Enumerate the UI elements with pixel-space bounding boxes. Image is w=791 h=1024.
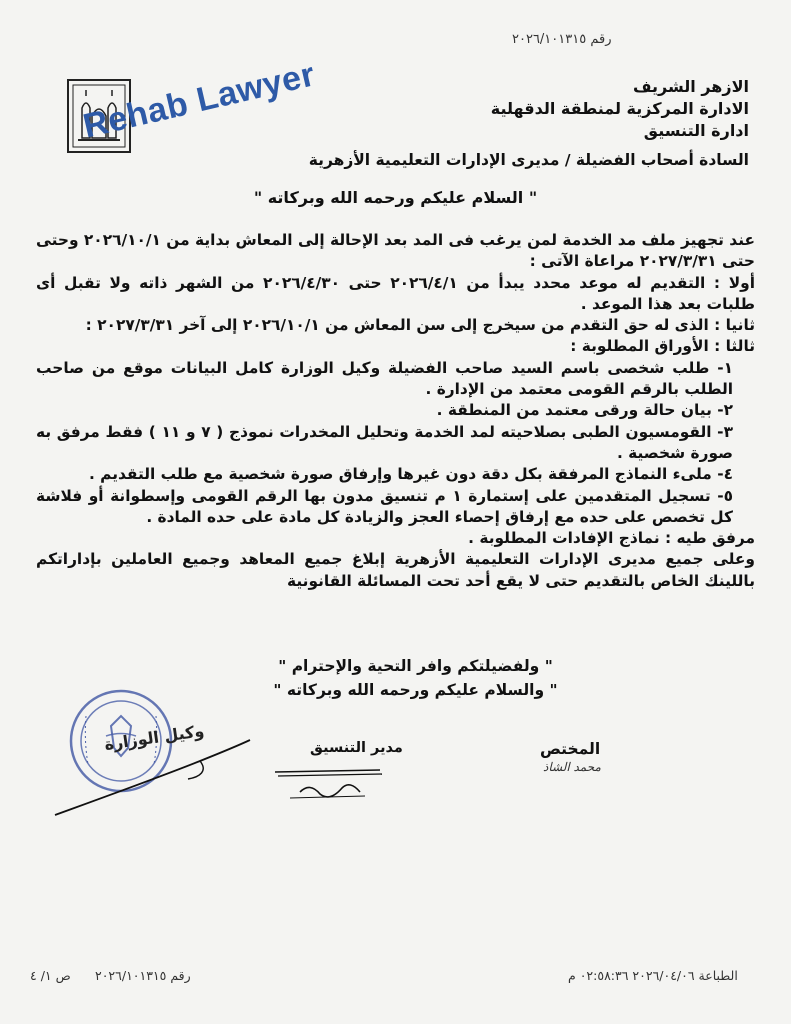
closing-line-1: " ولفضيلتكم وافر التحية والإحترام " [278, 657, 553, 675]
org-line-1: الازهر الشريف [632, 77, 749, 96]
intro-paragraph: عند تجهيز ملف مد الخدمة لمن يرغب فى المد بعد الإحالة إلى المعاش بداية من ٢٠٢٦/١٠/١ وحتى حتى ٢٠٢٧/٣/٣١ مراعاة الآتى : [36, 231, 755, 271]
third-title: ثالثا : الأوراق المطلوبة : [570, 337, 755, 356]
list-item: ٢- بيان حالة ورقى معتمد من المنطقة . [436, 401, 733, 420]
attachment-line: مرفق طيه : نماذج الإفادات المطلوبة . [468, 529, 755, 548]
list-item: ٣- القومسيون الطبى بصلاحيته لمد الخدمة وتحليل المخدرات نموذج ( ٧ و ١١ ) فقط مرفق به صورة شخصية . [36, 422, 733, 462]
signature-sweep-icon [50, 725, 270, 825]
watermark-text: Rehab Lawyer [79, 55, 319, 146]
org-line-2: الادارة المركزية لمنطقة الدقهلية [490, 99, 749, 118]
first-paragraph: أولا : التقديم له موعد محدد يبدأ من ٢٠٢٦/٤/١ حتى ٢٠٢٦/٤/٣٠ من الشهر ذاته ولا تقبل أى طلبات بعد هذا الموعد . [36, 273, 755, 313]
list-item: ١- طلب شخصى باسم السيد صاحب الفضيلة وكيل الوزارة كامل البيانات موقع من صاحب الطلب بالرقم القومى معتمد من الإدارة . [36, 358, 733, 399]
specialist-title: المختص [540, 740, 601, 758]
org-line-3: ادارة التنسيق [643, 121, 749, 140]
instruction-paragraph: وعلى جميع مديرى الإدارات التعليمية الأزهرية إبلاغ جميع المعاهد وجميع العاملين بإداراتكم باللينك الخاص بالتقديم حتى لا يقع أحد تحت المسائلة القانونية [36, 550, 755, 590]
organization-header [491, 76, 749, 142]
second-paragraph: ثانيا : الذى له حق التقدم من سيخرج إلى سن المعاش من ٢٠٢٦/١٠/١ إلى آخر ٢٠٢٧/٣/٣١ : [85, 316, 755, 335]
reference-number: رقم ٢٠٢٦/١٠١٣١٥ [512, 32, 612, 47]
list-item: ٤- ملىء النماذج المرفقة بكل دقة دون غيرها وإرفاق صورة شخصية مع طلب التقديم . [88, 465, 733, 484]
addressee-line: السادة أصحاب الفضيلة / مديرى الإدارات التعليمية الأزهرية [308, 151, 749, 169]
footer-reference: رقم ٢٠٢٦/١٠١٣١٥ [95, 968, 191, 983]
director-title: مدير التنسيق [310, 740, 403, 756]
list-item: ٥- تسجيل المتقدمين على إستمارة ١ م تنسيق مدون بها الرقم القومى وإسطوانة أو فلاشة كل تخصص على حده مع إرفاق إحصاء العجز والزيادة كل مادة على حده المادة . [36, 486, 733, 526]
page-number: ص ١/ ٤ [30, 968, 71, 983]
director-signature-icon [270, 762, 390, 812]
deputy-signature: وكيل الوزارة [103, 721, 206, 754]
letter-body [36, 230, 755, 592]
greeting-line: " السلام عليكم ورحمه الله وبركاته " [253, 188, 538, 207]
specialist-name: محمد الشاذ [543, 760, 601, 774]
print-timestamp: الطباعة ٢٠٢٦/٠٤/٠٦ ٠٢:٥٨:٣٦ م [568, 968, 738, 983]
closing-line-2: " والسلام عليكم ورحمه الله وبركاته " [273, 681, 558, 699]
